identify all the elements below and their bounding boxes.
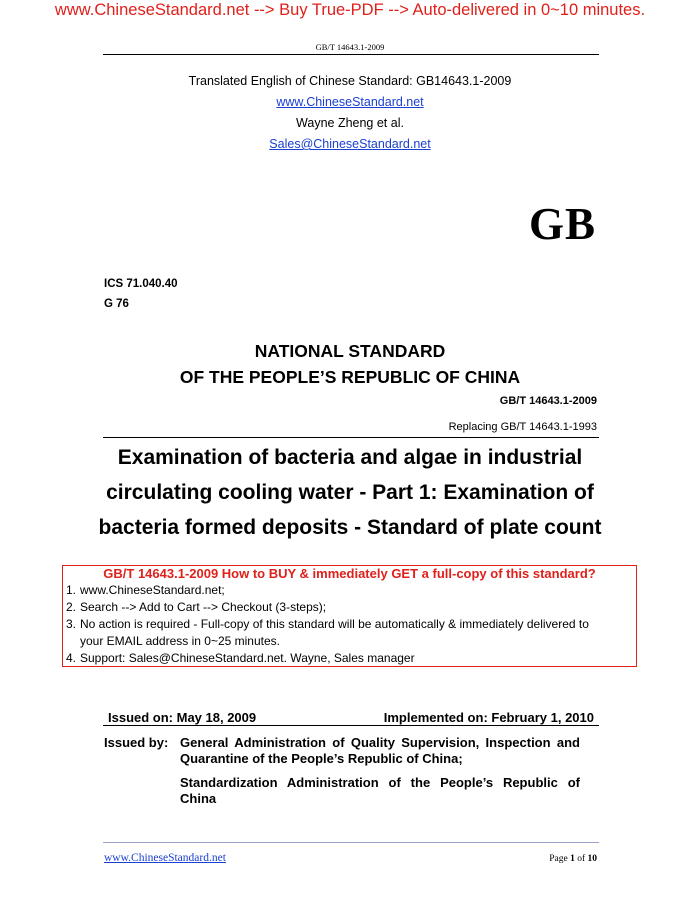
title-line-1: Examination of bacteria and algae in industrial [117, 446, 583, 469]
step-text: No action is required - Full-copy of this standard will be automatically & immediately delivered to [80, 617, 589, 631]
step-text: Search --> Add to Cart --> Checkout (3-steps); [80, 600, 327, 614]
step-text: Support: Sales@ChineseStandard.net. Wayne, Sales manager [80, 651, 415, 665]
running-header: GB/T 14643.1-2009 [315, 42, 385, 52]
standard-number: GB/T 14643.1-2009 [499, 395, 597, 407]
issuer-1: General Administration of Quality Supervision, Inspection and Quarantine of the People’s Republic of China; [180, 735, 580, 766]
page-prefix: Page [549, 854, 568, 864]
ics-code: ICS 71.040.40 [104, 278, 178, 290]
footer-website-link[interactable]: www.ChineseStandard.net [104, 852, 226, 864]
issue-date-divider [103, 725, 599, 726]
title-line-2: circulating cooling water - Part 1: Examination of [106, 481, 594, 504]
purchase-step [66, 583, 225, 597]
step-number: 2. [66, 600, 77, 614]
ccs-code: G 76 [104, 298, 129, 310]
page-total: 10 [587, 854, 597, 864]
email-link[interactable]: Sales@ChineseStandard.net [269, 137, 431, 151]
promo-banner[interactable]: www.ChineseStandard.net --> Buy True-PDF --> Auto-delivered in 0~10 minutes. [54, 1, 646, 19]
gb-mark: GB [528, 199, 596, 249]
translation-line: Translated English of Chinese Standard: GB14643.1-2009 [188, 74, 512, 88]
replacing-note: Replacing GB/T 14643.1-1993 [448, 421, 597, 433]
page-current: 1 [570, 854, 575, 864]
national-standard-line1: NATIONAL STANDARD [254, 341, 446, 361]
footer-divider [103, 842, 599, 843]
issuer-2: Standardization Administration of the People’s Republic of China [180, 775, 580, 806]
title-line-3: bacteria formed deposits - Standard of plate count [98, 516, 602, 539]
implemented-on: Implemented on: February 1, 2010 [383, 710, 594, 725]
purchase-step-continued [66, 634, 280, 648]
step-number: 1. [66, 583, 77, 597]
purchase-step [66, 651, 415, 665]
purchase-step [66, 617, 589, 631]
purchase-heading: GB/T 14643.1-2009 How to BUY & immediately GET a full-copy of this standard? [103, 566, 596, 581]
translation-website-row [0, 95, 700, 109]
header-divider [103, 54, 599, 55]
national-standard-line2: OF THE PEOPLE’S REPUBLIC OF CHINA [179, 367, 521, 387]
translation-email-row [0, 137, 700, 151]
step-number: 3. [66, 617, 77, 631]
page-number [549, 854, 597, 864]
title-divider [103, 437, 599, 438]
translator-name: Wayne Zheng et al. [296, 116, 404, 130]
website-link[interactable]: www.ChineseStandard.net [276, 95, 424, 109]
issued-on: Issued on: May 18, 2009 [108, 710, 257, 725]
page-of: of [577, 854, 586, 864]
purchase-step [66, 600, 326, 614]
step-text[interactable]: www.ChineseStandard.net; [80, 583, 225, 597]
step-number: 4. [66, 651, 77, 665]
issued-by-label: Issued by: [104, 735, 169, 750]
step-text: your EMAIL address in 0~25 minutes. [80, 634, 280, 648]
